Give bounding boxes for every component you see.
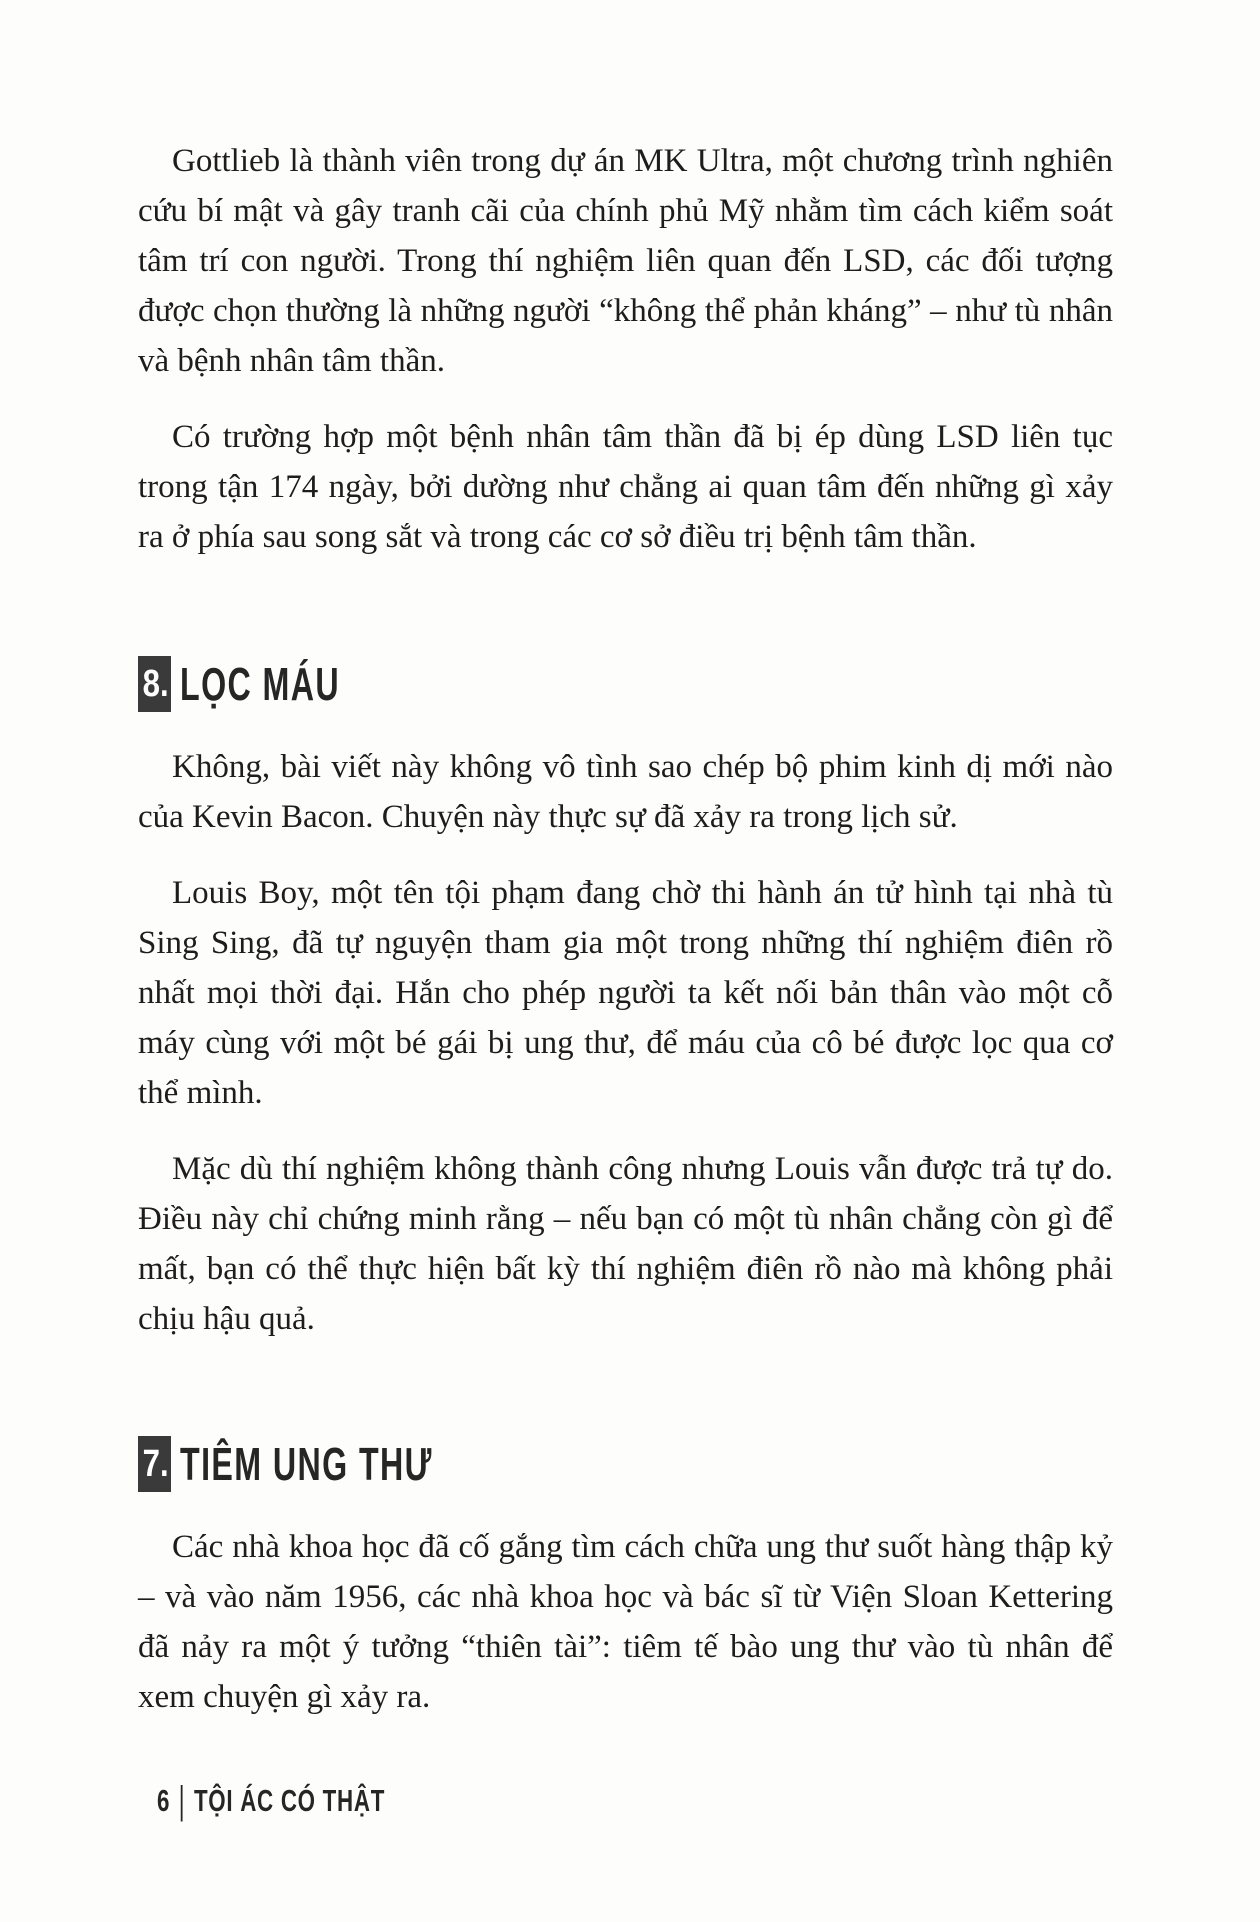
- paragraph-louis-boy: Louis Boy, một tên tội phạm đang chờ thi hành án tử hình tại nhà tù Sing Sing, đã tự nguyện tham gia một trong những thí nghiệm điên rồ nhất mọi thời đại. Hắn cho phép người ta kết nối bản thân vào một cỗ máy cùng với một bé gái bị ung thư, để máu của cô bé được lọc qua cơ thể mình.: [138, 875, 1113, 1111]
- footer-divider: |: [178, 1778, 186, 1823]
- paragraph-louis-freed: Mặc dù thí nghiệm không thành công nhưng Louis vẫn được trả tự do. Điều này chỉ chứng minh rằng – nếu bạn có một tù nhân chẳng còn gì để mất, bạn có thể thực hiện bất kỳ thí nghiệm điên rồ nào mà không phải chịu hậu quả.: [138, 1151, 1113, 1337]
- section-number: 8.: [142, 663, 169, 705]
- section-title: TIÊM UNG THƯ: [180, 1438, 433, 1490]
- book-title: TỘI ÁC CÓ THẬT: [193, 1783, 386, 1818]
- section-heading-loc-mau: [138, 656, 1113, 712]
- page-footer: [157, 1778, 386, 1823]
- section-number: 7.: [142, 1443, 169, 1485]
- page-number: 6: [157, 1783, 171, 1818]
- section-number-box: [138, 656, 171, 712]
- paragraph-sloan-kettering: Các nhà khoa học đã cố gắng tìm cách chữa ung thư suốt hàng thập kỷ – và vào năm 1956, các nhà khoa học và bác sĩ từ Viện Sloan Kettering đã nảy ra một ý tưởng “thiên tài”: tiêm tế bào ung thư vào tù nhân để xem chuyện gì xảy ra.: [138, 1529, 1113, 1715]
- paragraph-mkultra: Gottlieb là thành viên trong dự án MK Ultra, một chương trình nghiên cứu bí mật và gây tranh cãi của chính phủ Mỹ nhằm tìm cách kiểm soát tâm trí con người. Trong thí nghiệm liên quan đến LSD, các đối tượng được chọn thường là những người “không thể phản kháng” – như tù nhân và bệnh nhân tâm thần.: [138, 143, 1113, 379]
- section-title: LỌC MÁU: [180, 658, 341, 710]
- section-heading-tiem-ung-thu: [138, 1436, 1113, 1492]
- page-content: [138, 0, 1113, 1722]
- paragraph-lsd-174-days: Có trường hợp một bệnh nhân tâm thần đã bị ép dùng LSD liên tục trong tận 174 ngày, bởi dường như chẳng ai quan tâm đến những gì xảy ra ở phía sau song sắt và trong các cơ sở điều trị bệnh tâm thần.: [138, 419, 1113, 555]
- paragraph-kevin-bacon: Không, bài viết này không vô tình sao chép bộ phim kinh dị mới nào của Kevin Bacon. Chuyện này thực sự đã xảy ra trong lịch sử.: [138, 749, 1113, 835]
- section-number-box: [138, 1436, 171, 1492]
